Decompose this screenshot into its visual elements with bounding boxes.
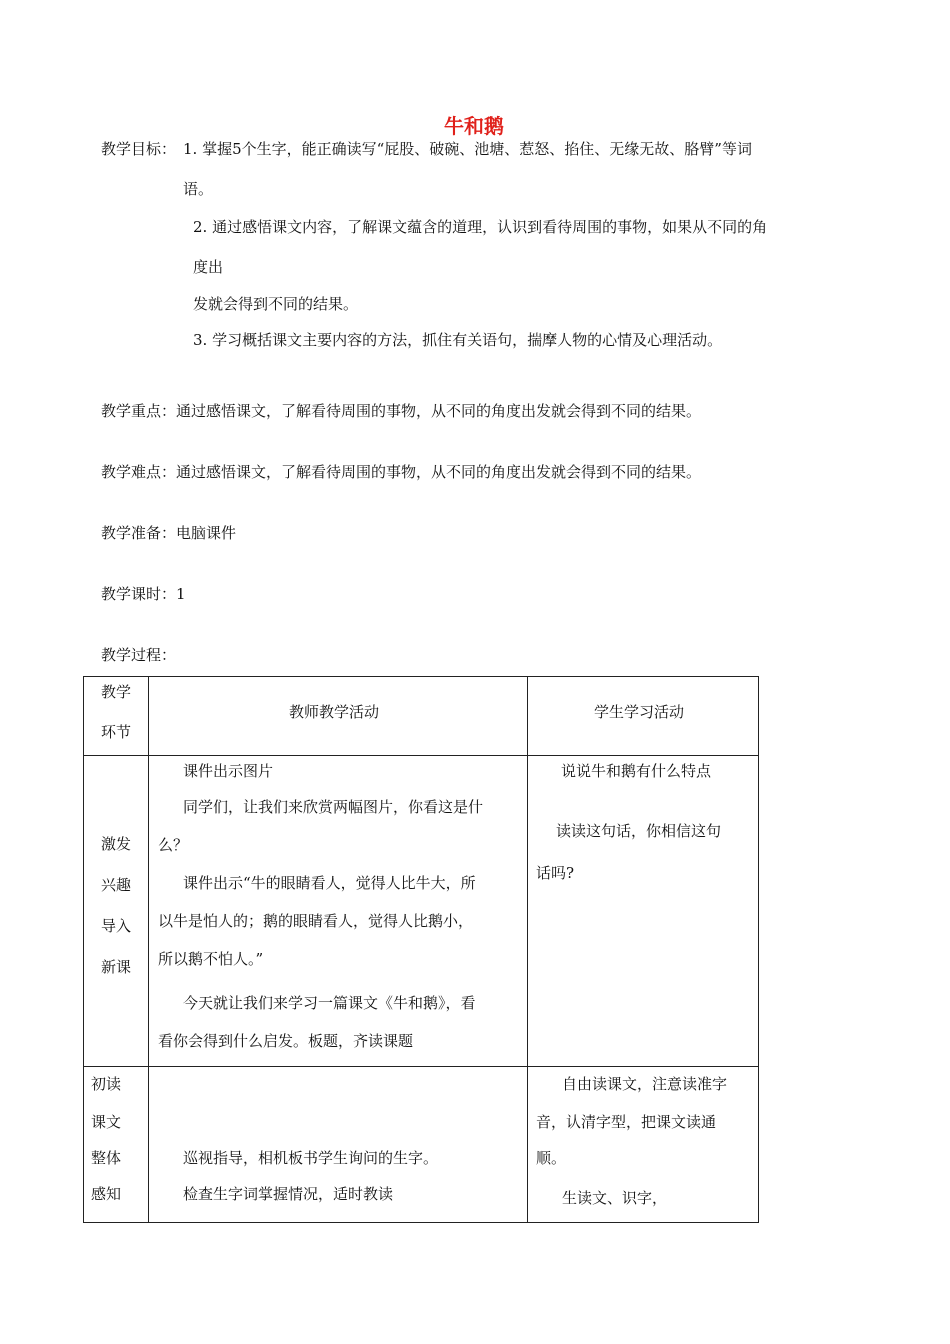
- header-stage-cell: [84, 677, 149, 756]
- header-stage-line-2: 环节: [101, 723, 132, 741]
- row1-student-line: 说说牛和鹅有什么特点: [561, 762, 712, 780]
- header-stage-line-1: 教学: [101, 683, 132, 701]
- table-row: [84, 756, 759, 1067]
- header-student-cell: [528, 677, 759, 756]
- row1-student-cell: [528, 756, 759, 1067]
- difficulty: 教学难点：通过感悟课文，了解看待周围的事物，从不同的角度出发就会得到不同的结果。: [101, 463, 702, 481]
- row1-stage-line: 新课: [101, 958, 132, 976]
- table-header-row: [84, 677, 759, 756]
- header-teacher-cell: [149, 677, 528, 756]
- row2-stage-line: 整体: [91, 1149, 122, 1167]
- goal-1-line-1: 1. 掌握5个生字，能正确读写“屁股、破碗、池塘、惹怒、掐住、无缘无故、胳臂”等词: [183, 140, 752, 158]
- row2-student-line: 顺。: [536, 1149, 567, 1167]
- row2-teacher-cell: [149, 1067, 528, 1223]
- row1-student-line: 话吗?: [536, 864, 575, 882]
- row2-stage-cell: [84, 1067, 149, 1223]
- goal-2-line-1: 2. 通过感悟课文内容，了解课文蕴含的道理，认识到看待周围的事物，如果从不同的角: [193, 218, 768, 236]
- process-label: 教学过程：: [101, 646, 177, 664]
- row1-teacher-line: 看你会得到什么启发。板题，齐读课题: [158, 1032, 414, 1050]
- row1-teacher-line: 以牛是怕人的；鹅的眼睛看人，觉得人比鹅小，: [158, 912, 474, 930]
- table-row: [84, 1067, 759, 1223]
- page-title: 牛和鹅: [444, 114, 504, 138]
- periods: 教学课时：1: [101, 585, 186, 603]
- row2-student-line: 音，认清字型，把课文读通: [536, 1113, 717, 1131]
- goal-2-line-2: 度出: [193, 258, 224, 276]
- row1-teacher-line: 课件出示图片: [183, 762, 274, 780]
- goals-label: 教学目标：: [101, 140, 177, 158]
- preparation: 教学准备：电脑课件: [101, 524, 237, 542]
- row2-student-cell: [528, 1067, 759, 1223]
- row2-stage-line: 初读: [91, 1075, 122, 1093]
- header-student: 学生学习活动: [594, 703, 685, 721]
- row1-teacher-line: 课件出示“牛的眼睛看人，觉得人比牛大，所: [183, 874, 476, 892]
- row1-stage-cell: [84, 756, 149, 1067]
- row2-teacher-line: 检查生字词掌握情况，适时教读: [183, 1185, 394, 1203]
- row1-student-line: 读读这句话，你相信这句: [556, 822, 722, 840]
- goal-3: 3. 学习概括课文主要内容的方法，抓住有关语句，揣摩人物的心情及心理活动。: [193, 331, 723, 349]
- row1-stage-line: 激发: [101, 835, 132, 853]
- goal-2-line-3: 发就会得到不同的结果。: [193, 295, 359, 313]
- goal-1-line-2: 语。: [183, 180, 214, 198]
- row1-teacher-line: 么？: [158, 836, 189, 854]
- row2-student-line: 自由读课文，注意读准字: [562, 1075, 728, 1093]
- lesson-table: [83, 676, 759, 1223]
- header-teacher: 教师教学活动: [289, 703, 380, 721]
- row2-student-line: 生读文、识字，: [562, 1189, 668, 1207]
- row2-stage-line: 课文: [91, 1113, 122, 1131]
- row1-stage-line: 导入: [101, 917, 132, 935]
- row2-teacher-line: 巡视指导，相机板书学生询问的生字。: [183, 1149, 439, 1167]
- row1-stage-line: 兴趣: [101, 876, 132, 894]
- row1-teacher-line: 今天就让我们来学习一篇课文《牛和鹅》，看: [183, 994, 476, 1012]
- row1-teacher-line: 所以鹅不怕人。”: [158, 950, 264, 968]
- row1-teacher-line: 同学们，让我们来欣赏两幅图片，你看这是什: [183, 798, 484, 816]
- row2-stage-line: 感知: [91, 1185, 122, 1203]
- key-point: 教学重点：通过感悟课文，了解看待周围的事物，从不同的角度出发就会得到不同的结果。: [101, 402, 702, 420]
- row1-teacher-cell: [149, 756, 528, 1067]
